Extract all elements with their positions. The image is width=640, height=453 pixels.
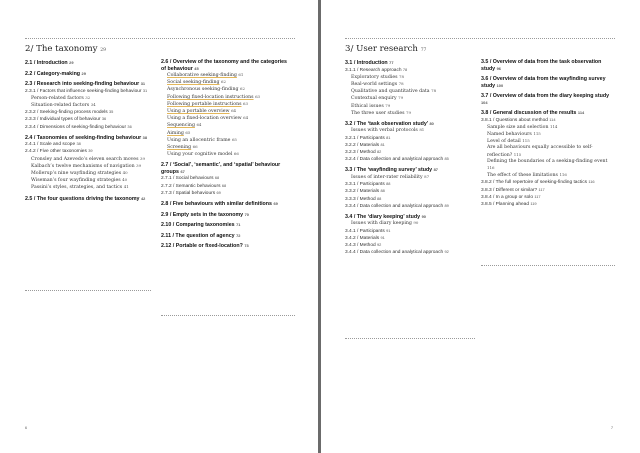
toc-page-number: 31 xyxy=(140,81,146,86)
toc-entry-title: Aiming xyxy=(167,130,184,136)
toc-page-number: 104 xyxy=(481,99,488,105)
toc-entry-title: 3.8 / General discussion of the results xyxy=(481,110,577,116)
toc-subitem xyxy=(345,174,475,181)
toc-page-number: 115 xyxy=(522,138,530,144)
toc-page-number: 64 xyxy=(243,115,249,121)
toc-page-number: 78 xyxy=(398,80,404,86)
toc-entry-title: 2.12 / Portable or fixed-location? xyxy=(161,243,243,250)
toc-page-number: 45 xyxy=(194,65,199,71)
chapter-heading: 2/ The taxonomy 29 xyxy=(25,44,106,54)
toc-page-number: 63 xyxy=(243,100,248,106)
chapter-heading: 3/ User research 77 xyxy=(345,44,427,54)
toc-entry-title: 3.5 / Overview of data from the task observation study xyxy=(481,59,602,72)
toc-section xyxy=(161,233,293,240)
toc-entry-title: 2.3.2 / Seeking-finding process models xyxy=(25,110,108,116)
toc-subsection xyxy=(481,194,615,201)
toc-section xyxy=(161,201,293,208)
toc-subsection xyxy=(25,116,151,123)
toc-entry-title: Sequencing xyxy=(167,123,195,129)
toc-page-number: 67 xyxy=(180,168,185,174)
toc-subitem xyxy=(161,79,293,86)
toc-subitem xyxy=(345,88,475,95)
toc-page-number: 63 xyxy=(255,93,261,99)
toc-page-number: 39 xyxy=(139,155,145,161)
toc-page-number: 38 xyxy=(142,134,147,140)
toc-section xyxy=(161,222,293,229)
toc-subsection xyxy=(25,141,151,148)
toc-entry-title: 3.2.4 / Data collection and analytical approach xyxy=(345,157,444,163)
toc-subsection xyxy=(161,175,293,182)
toc-entry-title: Issues with diary keeping xyxy=(351,221,412,227)
toc-page-number: 90 xyxy=(413,220,419,226)
toc-page-number: 29 xyxy=(81,70,86,76)
toc-subitem xyxy=(25,95,151,102)
toc-page-number: 88 xyxy=(386,181,391,187)
toc-section xyxy=(25,71,151,78)
toc-section xyxy=(25,196,151,203)
toc-entry-title: 3.2.2 / Materials xyxy=(345,142,380,148)
toc-page-number: 92 xyxy=(377,242,382,248)
toc-page-number: 114 xyxy=(577,110,585,115)
column-end-rule xyxy=(345,338,475,339)
toc-page-number: 78 xyxy=(402,66,408,72)
toc-entry-title: 2.2 / Category-making xyxy=(25,70,81,77)
toc-page-number: 39 xyxy=(88,148,93,154)
toc-page-number: 115 xyxy=(513,151,522,157)
toc-subitem xyxy=(481,124,615,131)
toc-page-number: 90 xyxy=(421,213,426,219)
toc-entry-title: Using a fixed-location overview xyxy=(167,116,242,122)
toc-entry-title: Qualitative and quantitative data xyxy=(351,89,430,95)
toc-page-number: 78 xyxy=(431,88,437,94)
toc-page-number: 41 xyxy=(123,184,129,190)
toc-entry-title: Collaborative seeking-finding xyxy=(167,73,237,78)
toc-entry-title: 3.4.4 / Data collection and analytical approach xyxy=(345,250,444,256)
top-rule xyxy=(25,38,295,39)
toc-entry-title: Defining the boundaries of a seeking-finding event xyxy=(487,158,608,164)
toc-subsection xyxy=(345,156,475,163)
toc-entry-title: Are all behaviours equally accessible to self-reflection? xyxy=(487,145,593,158)
toc-entry-title: 3.2.3 / Method xyxy=(345,150,376,156)
toc-page-number: 71 xyxy=(236,222,241,228)
toc-page-number: 117 xyxy=(538,186,545,192)
column-end-rule xyxy=(161,315,295,316)
toc-page-number: 100 xyxy=(496,82,504,88)
toc-subitem xyxy=(161,151,293,158)
toc-subitem xyxy=(25,184,151,191)
toc-entry-title: Kalbach’s twelve mechanisms of navigation xyxy=(31,163,135,169)
toc-page-number: 38 xyxy=(76,141,81,147)
toc-subsection xyxy=(481,117,615,124)
toc-subitem xyxy=(481,145,615,158)
toc-subsection xyxy=(345,235,475,242)
toc-page-number: 40 xyxy=(122,170,128,176)
toc-entry-title: Contextual enquiry xyxy=(351,96,397,102)
toc-entry-title: Cronsley and Azevedo’s eleven search moves xyxy=(31,156,139,162)
toc-entry-title: Asynchronous seeking-finding xyxy=(167,87,239,93)
toc-subitem xyxy=(345,220,475,227)
toc-entry-title: 3.8.2 / The full repertoire of seeking-finding tactics xyxy=(481,180,588,186)
toc-column-right-2 xyxy=(481,59,615,208)
page-number: 7 xyxy=(611,426,613,430)
toc-entry-title: 2.7 / ‘Social’, ‘semantic’, and ‘spatial’ behaviour groups xyxy=(161,162,281,175)
toc-page-number: 36 xyxy=(101,116,107,122)
toc-page-number: 85 xyxy=(444,156,449,162)
page-number: 6 xyxy=(25,426,27,430)
toc-page-number: 87 xyxy=(433,167,438,173)
toc-subitem xyxy=(481,159,615,172)
toc-entry-title: 3.2 / The ‘task observation study’ xyxy=(345,120,429,127)
toc-page-number: 69 xyxy=(216,189,221,195)
toc-entry-title: 3.3.1 / Participants xyxy=(345,182,385,188)
toc-entry-title: 3.4.1 / Participants xyxy=(345,228,385,234)
toc-entry-title: 2.10 / Comparing taxonomies xyxy=(161,222,235,229)
toc-subitem xyxy=(481,131,615,138)
toc-page-number: 42 xyxy=(140,195,146,201)
toc-page-number: 116 xyxy=(559,172,567,178)
toc-page-number: 114 xyxy=(549,116,556,122)
toc-subitem xyxy=(345,95,475,102)
toc-entry-title: 2.6 / Overview of the taxonomy and the categories of behaviour xyxy=(161,59,287,72)
toc-entry-title: 3.6 / Overview of data from the wayfinding survey study xyxy=(481,76,606,89)
toc-subsection xyxy=(345,67,475,74)
toc-subsection xyxy=(481,201,615,208)
toc-page-number: 81 xyxy=(386,134,391,140)
toc-entry-title: 2.4.1 / Scale and scope xyxy=(25,142,76,148)
toc-subitem xyxy=(161,72,293,79)
toc-subitem xyxy=(25,163,151,170)
toc-page-number: 80 xyxy=(429,120,434,126)
toc-page-number: 34 xyxy=(90,101,96,107)
left-page xyxy=(0,0,318,453)
toc-section xyxy=(481,59,615,72)
toc-entry-title: 3.3.3 / Method xyxy=(345,196,376,202)
toc-entry-title: Situation-related factors xyxy=(31,102,90,108)
toc-subitem xyxy=(161,115,293,122)
toc-entry-title: Named behaviours xyxy=(487,131,532,137)
toc-entry-title: Person-related factors xyxy=(31,95,84,101)
toc-page-number: 88 xyxy=(380,188,385,194)
toc-section xyxy=(25,60,151,67)
toc-page-number: 29 xyxy=(69,60,74,65)
toc-page-number: 87 xyxy=(424,173,430,179)
toc-page-number: 91 xyxy=(386,227,391,233)
toc-section xyxy=(161,59,293,72)
toc-entry-title: 2.3.4 / Dimensions of seeking-finding behaviour xyxy=(25,124,127,130)
toc-entry-title: Sample size and selection xyxy=(487,124,549,130)
toc-entry-title: Issues of inter-rater reliability xyxy=(351,174,423,180)
toc-page-number: 82 xyxy=(377,149,382,155)
toc-column-right-1 xyxy=(345,44,475,256)
toc-entry-title: 3.7 / Overview of data from the diary keeping study xyxy=(481,93,610,99)
toc-entry-title: 3.8.4 / In a group or solo xyxy=(481,194,533,200)
toc-page-number: 39 xyxy=(136,162,142,168)
toc-entry-title: 3.1 / Introduction xyxy=(345,60,388,66)
toc-page-number: 114 xyxy=(549,123,558,129)
toc-subitem xyxy=(345,74,475,81)
toc-entry-title: 2.4 / Taxonomies of seeking-finding behaviour xyxy=(25,134,142,141)
toc-entry-title: 3.8.1 / Questions about method xyxy=(481,117,548,123)
right-page xyxy=(321,0,640,453)
toc-page-number: 96 xyxy=(496,65,501,71)
toc-subsection xyxy=(481,187,615,194)
toc-entry-title: Issues with verbal protocols xyxy=(351,128,418,134)
toc-subitem xyxy=(25,177,151,184)
toc-page-number: 65 xyxy=(231,136,237,142)
toc-page-number: 64 xyxy=(231,108,237,114)
toc-subitem xyxy=(161,94,293,101)
toc-entry-title: 2.3 / Research into seeking-finding behaviour xyxy=(25,81,140,87)
toc-entry-title: 2.11 / The question of agency xyxy=(161,232,235,239)
toc-page-number: 62 xyxy=(221,79,226,85)
toc-entry-title: 2.7.1 / Social behaviours xyxy=(161,176,214,182)
toc-entry-title: Social seeking-finding xyxy=(167,80,220,86)
toc-entry-title: 3.4.2 / Materials xyxy=(345,235,380,241)
toc-subsection xyxy=(345,203,475,210)
toc-entry-title: Exploratory studies xyxy=(351,74,398,80)
toc-subitem xyxy=(345,103,475,110)
toc-column-left-1 xyxy=(25,44,151,202)
toc-page-number: 78 xyxy=(399,73,404,79)
toc-page-number: 64 xyxy=(196,122,202,128)
toc-entry-title: 3.2.1 / Participants xyxy=(345,135,385,141)
toc-subsection xyxy=(345,149,475,156)
toc-entry-title: 2.3.3 / Individual types of behaviour xyxy=(25,117,101,123)
toc-subsection xyxy=(345,188,475,195)
toc-entry-title: Ethical issues xyxy=(351,103,384,109)
toc-section xyxy=(161,212,293,219)
toc-entry-title: Following portable instructions xyxy=(167,101,242,107)
column-end-rule xyxy=(25,290,151,291)
toc-subitem xyxy=(345,127,475,134)
toc-page-number: 92 xyxy=(444,249,449,255)
toc-subsection xyxy=(345,228,475,235)
toc-entries xyxy=(25,60,151,202)
top-rule xyxy=(345,38,615,39)
toc-subsection xyxy=(345,196,475,203)
toc-subsection xyxy=(161,190,293,197)
toc-page-number: 35 xyxy=(109,109,114,115)
toc-section xyxy=(25,81,151,88)
toc-page-number: 79 xyxy=(398,95,404,101)
toc-page-number: 72 xyxy=(236,232,241,238)
toc-subitem xyxy=(25,170,151,177)
toc-entry-title: Mollerup’s nine wayfinding strategies xyxy=(31,171,122,177)
toc-entry-title: 3.8.5 / Planning ahead xyxy=(481,201,530,207)
toc-subitem xyxy=(25,156,151,163)
toc-page-number: 117 xyxy=(534,193,541,199)
toc-page-number: 79 xyxy=(385,102,391,108)
toc-entry-title: The effect of these limitations xyxy=(487,173,558,179)
toc-entry-title: 2.8 / Five behaviours with similar definitions xyxy=(161,201,272,208)
toc-subitem xyxy=(161,130,293,137)
toc-page-number: 61 xyxy=(238,72,244,77)
toc-entry-title: Screening xyxy=(167,145,192,151)
toc-entry-title: Using a portable overview xyxy=(167,109,230,115)
toc-entry-title: 3.3.2 / Materials xyxy=(345,189,380,195)
toc-section xyxy=(481,76,615,89)
toc-subitem xyxy=(161,122,293,129)
toc-page-number: 62 xyxy=(239,86,245,92)
toc-page-number: 69 xyxy=(273,201,278,207)
toc-subsection xyxy=(25,124,151,131)
toc-subitem xyxy=(161,108,293,115)
toc-entry-title: 3.1.1 / Research approach xyxy=(345,67,402,73)
toc-subsection xyxy=(25,109,151,116)
toc-page-number: 36 xyxy=(127,123,132,129)
toc-entry-title: 3.8.3 / Different or similar? xyxy=(481,187,538,193)
toc-page-number: 81 xyxy=(419,127,425,133)
toc-page-number: 116 xyxy=(588,179,595,185)
column-end-rule xyxy=(481,265,615,266)
toc-entry-title: 2.7.3 / Spatial behaviours xyxy=(161,190,216,196)
toc-page-number: 115 xyxy=(533,130,541,136)
toc-page-number: 65 xyxy=(185,129,191,135)
toc-subitem xyxy=(161,101,293,108)
toc-entry-title: Using an allocentric frame xyxy=(167,137,231,143)
toc-subsection xyxy=(345,181,475,188)
toc-subitem xyxy=(481,172,615,179)
toc-subsection xyxy=(25,88,151,95)
toc-page-number: 32 xyxy=(85,94,91,100)
toc-subsection xyxy=(25,148,151,155)
toc-entry-title: Using your cognitive model xyxy=(167,152,233,158)
toc-page-number: 79 xyxy=(406,109,411,115)
toc-page-number: 70 xyxy=(244,211,249,217)
toc-subitem xyxy=(161,137,293,144)
toc-page-number: 68 xyxy=(214,175,220,181)
toc-entry-title: Level of detail xyxy=(487,139,521,145)
toc-entry-title: 2.4.2 / Five other taxonomies xyxy=(25,149,87,155)
toc-entry-title: Wiseman’s four wayfinding strategies xyxy=(31,178,121,184)
toc-page-number: 66 xyxy=(233,151,239,157)
toc-entry-title: Passini’s styles, strategies, and tactics xyxy=(31,185,123,191)
toc-page-number: 119 xyxy=(530,200,537,206)
toc-page-number: 81 xyxy=(380,141,385,147)
toc-section xyxy=(481,93,615,106)
toc-entry-title: Real-world settings xyxy=(351,81,398,87)
toc-entry-title: 2.5 / The four questions driving the taxonomy xyxy=(25,195,140,202)
toc-subsection xyxy=(345,249,475,256)
toc-entry-title: 3.4.3 / Method xyxy=(345,243,376,249)
toc-subitem xyxy=(345,110,475,117)
toc-subitem xyxy=(25,102,151,109)
toc-subsection xyxy=(481,179,615,186)
toc-subsection xyxy=(345,135,475,142)
toc-page-number: 66 xyxy=(192,144,198,150)
toc-section xyxy=(161,243,293,250)
toc-subsection xyxy=(345,142,475,149)
toc-entry-title: 2.3.1 / Factors that influence seeking-finding behaviour xyxy=(25,88,142,94)
toc-section xyxy=(161,162,293,175)
toc-entry-title: 2.9 / Empty sets in the taxonomy xyxy=(161,211,244,218)
toc-page-number: 89 xyxy=(444,202,449,208)
toc-subitem xyxy=(161,86,293,93)
toc-page-number: 73 xyxy=(244,243,249,249)
toc-entry-title: 3.3.4 / Data collection and analytical approach xyxy=(345,203,444,209)
toc-entries xyxy=(481,59,615,208)
toc-subsection xyxy=(345,242,475,249)
toc-entry-title: Following fixed-location instructions xyxy=(167,94,254,100)
toc-subitem xyxy=(161,144,293,151)
toc-entry-title: The three user studies xyxy=(351,110,405,116)
toc-entry-title: 2.7.2 / Semantic behaviours xyxy=(161,183,221,189)
toc-subitem xyxy=(345,81,475,88)
toc-subsection xyxy=(161,183,293,190)
toc-page-number: 31 xyxy=(142,87,148,93)
toc-entry-title: 3.4 / The ‘diary keeping’ study xyxy=(345,213,421,220)
toc-entry-title: 2.1 / Introduction xyxy=(25,60,68,66)
toc-entries xyxy=(345,60,475,256)
toc-page-number: 91 xyxy=(380,234,385,240)
toc-page-number: 116 xyxy=(487,164,495,170)
toc-page-number: 88 xyxy=(377,195,382,201)
toc-entry-title: 3.3 / The ‘wayfinding survey’ study xyxy=(345,167,433,174)
toc-page-number: 77 xyxy=(389,60,394,65)
toc-column-left-2 xyxy=(161,59,293,250)
toc-page-number: 40 xyxy=(122,177,128,183)
toc-entries xyxy=(161,59,293,250)
toc-page-number: 68 xyxy=(221,182,227,188)
